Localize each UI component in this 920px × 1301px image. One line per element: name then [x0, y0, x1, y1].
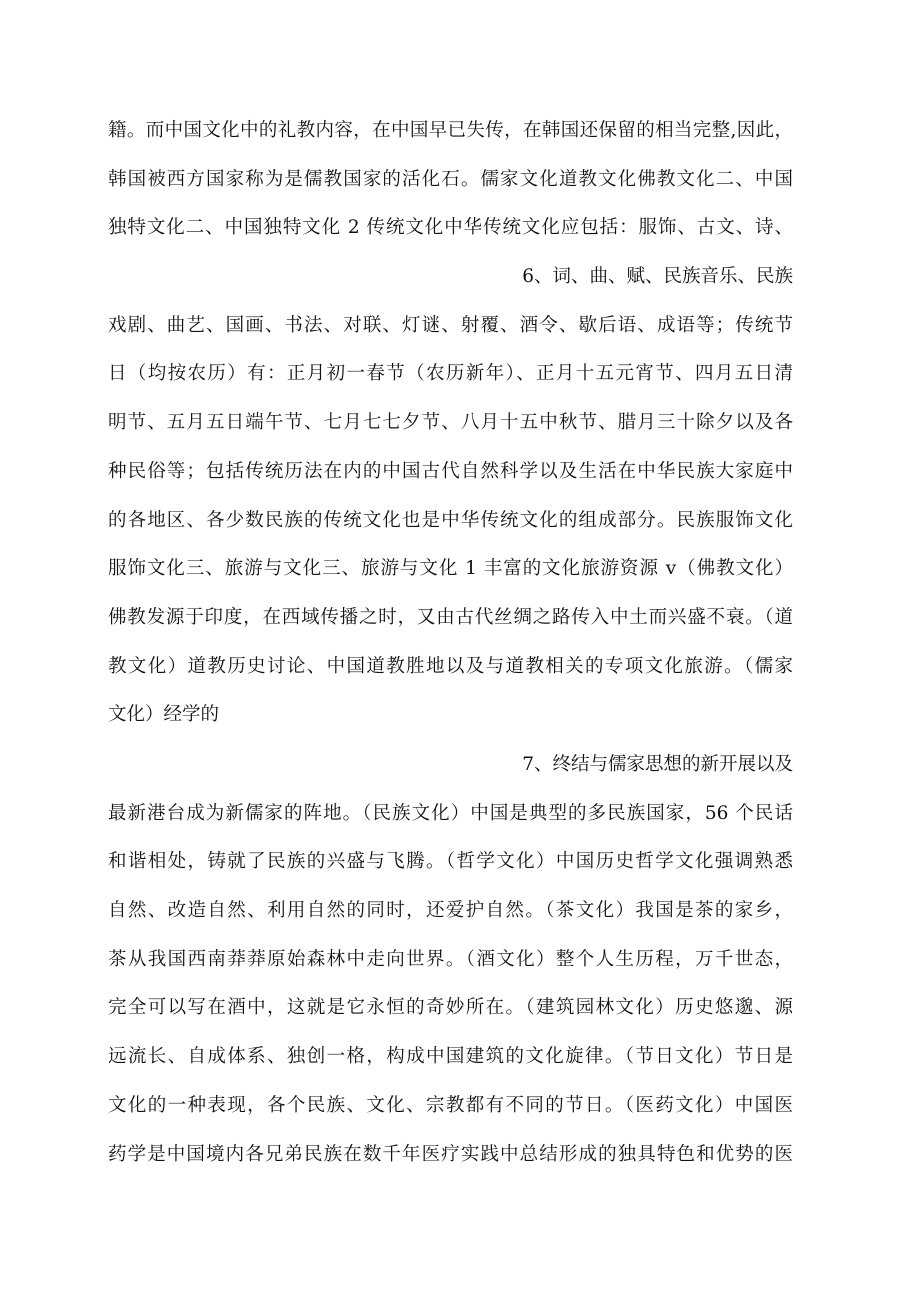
text-line: 韩国被西方国家称为是儒教国家的活化石。儒家文化道教文化佛教文化二、中国 [108, 168, 793, 190]
text-line: 的各地区、各少数民族的传统文化也是中华传统文化的组成部分。民族服饰文化 [108, 509, 793, 531]
text-line: 药学是中国境内各兄弟民族在数千年医疗实践中总结形成的独具特色和优势的医 [108, 1143, 793, 1165]
text-line: 茶从我国西南莽莽原始森林中走向世界。（酒文化）整个人生历程，万千世态， [108, 948, 793, 970]
text-line: 6、词、曲、赋、民族音乐、民族 [522, 266, 793, 288]
paragraph-1 [108, 107, 793, 740]
text-line: 远流长、自成体系、独创一格，构成中国建筑的文化旋律。（节日文化）节日是 [108, 1046, 793, 1068]
paragraph-2 [108, 741, 793, 1179]
text-line: 籍。而中国文化中的礼教内容，在中国早已失传，在韩国还保留的相当完整,因此， [108, 120, 793, 141]
text-line: 戏剧、曲艺、国画、书法、对联、灯谜、射覆、酒令、歇后语、成语等；传统节 [108, 314, 793, 336]
text-line: 和谐相处，铸就了民族的兴盛与飞腾。（哲学文化）中国历史哲学文化强调熟悉 [108, 851, 793, 873]
text-line: 文化的一种表现，各个民族、文化、宗教都有不同的节日。（医药文化）中国医 [108, 1094, 793, 1116]
text-line: 种民俗等；包括传统历法在内的中国古代自然科学以及生活在中华民族大家庭中 [108, 460, 793, 482]
text-line: 独特文化二、中国独特文化 2 传统文化中华传统文化应包括：服饰、古文、诗、 [108, 217, 793, 239]
text-line: 明节、五月五日端午节、七月七七夕节、八月十五中秋节、腊月三十除夕以及各 [108, 412, 793, 434]
text-line: 教文化）道教历史讨论、中国道教胜地以及与道教相关的专项文化旅游。（儒家 [108, 655, 793, 677]
text-line: 文化）经学的 [108, 704, 220, 726]
text-line: 佛教发源于印度，在西域传播之时，又由古代丝绸之路传入中土而兴盛不衰。（道 [108, 606, 793, 628]
text-line: 日（均按农历）有：正月初一春节（农历新年）、正月十五元宵节、四月五日清 [108, 363, 793, 385]
text-line: 服饰文化三、旅游与文化三、旅游与文化 1 丰富的文化旅游资源 v（佛教文化） [108, 558, 793, 580]
text-line: 完全可以写在酒中，这就是它永恒的奇妙所在。（建筑园林文化）历史悠邈、源 [108, 997, 793, 1019]
text-line: 自然、改造自然、利用自然的同时，还爱护自然。（茶文化）我国是茶的家乡， [108, 900, 793, 922]
text-line: 7、终结与儒家思想的新开展以及 [522, 754, 793, 775]
text-line: 最新港台成为新儒家的阵地。（民族文化）中国是典型的多民族国家，56 个民话 [108, 802, 793, 824]
